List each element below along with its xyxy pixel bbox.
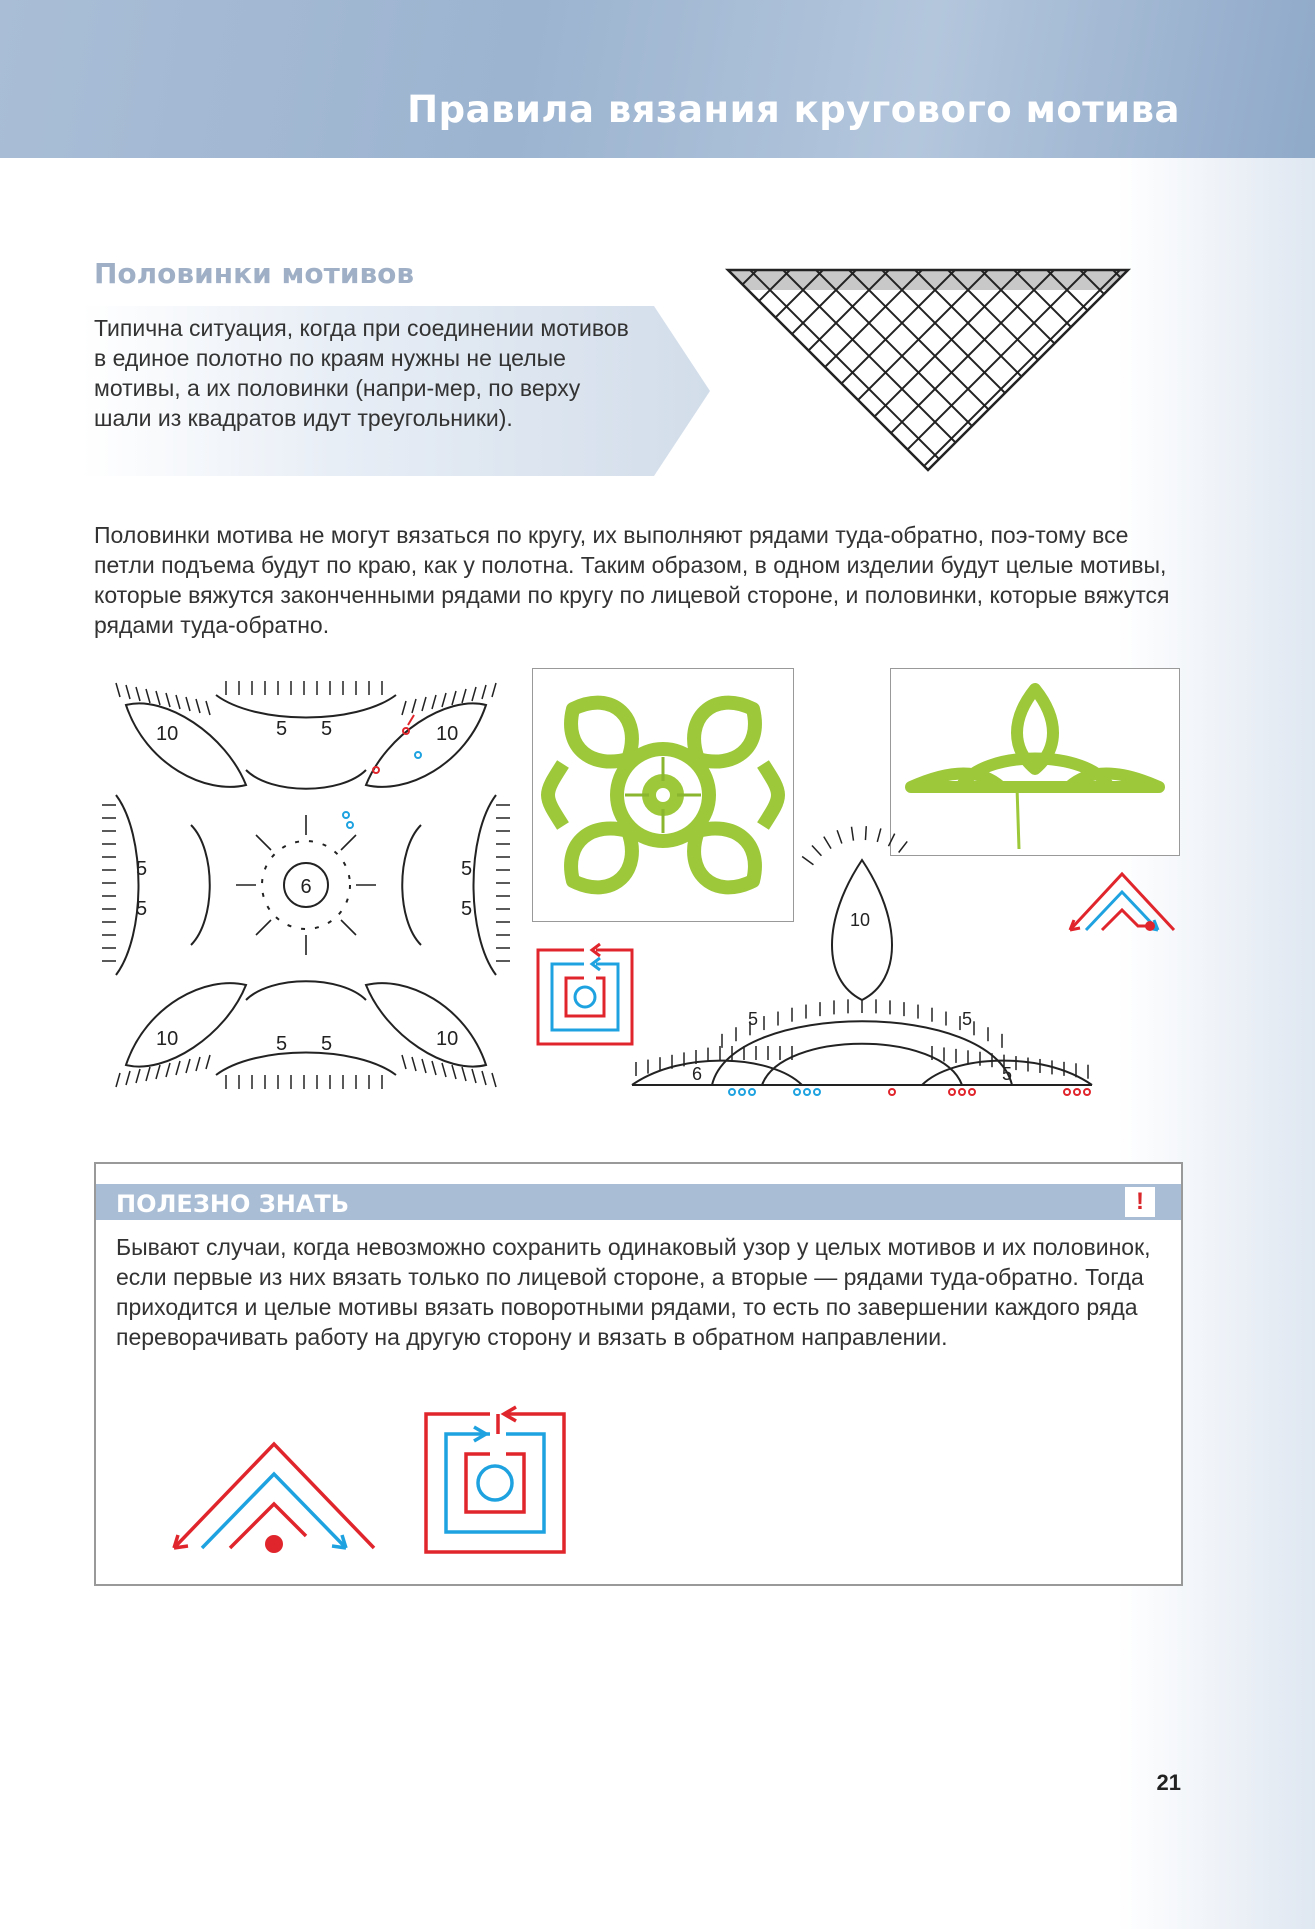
tip-title: ПОЛЕЗНО ЗНАТЬ [116,1190,350,1218]
turned-rounds-square-diagram [420,1408,570,1558]
shawl-triangle-grid [726,268,1130,474]
half-motif-photo [890,668,1180,856]
motif-number-label: 5 [321,718,333,740]
page-header [0,0,1315,158]
petal-number-label: 10 [436,723,459,745]
petal-number-label: 10 [436,1028,459,1050]
motif-number-label: 5 [136,898,148,920]
page-number: 21 [1156,1770,1181,1795]
tip-text: Бывают случаи, когда невозможно сохранить одинаковый узор у целых мотивов и их половинок, если первые из них вязать только по лицевой стороне, а вторые — рядами туда-обратно. Тогда приходится и целые мотивы вязать поворотными рядами, то есть по завершении каждого ряда переворачивать работу на другую сторону и вязать в обратном направлении. [116,1234,1151,1350]
half-motif-number-label: 5 [1002,1064,1013,1084]
half-motif-number-label: 5 [748,1009,759,1029]
turned-rows-triangle-diagram [166,1436,366,1552]
body-text: Половинки мотива не могут вязаться по кругу, их выполняют рядами туда-обратно, поэ-тому все петли подъема будут по краю, как у полотна. Таким образом, в одном изделии будут целые мотивы, которые вяжутся законченными рядами по кругу по лицевой стороне, и половинки, которые вяжутся рядами туда-обратно. [94,522,1170,638]
center-ring-label: 6 [300,876,312,898]
page-title: Правила вязания кругового мотива [407,88,1180,131]
half-motif-number-label: 6 [692,1064,703,1084]
motif-number-label: 5 [321,1033,333,1055]
intro-text: Типична ситуация, когда при соединении мотивов в единое полотно по краям нужны не целые мотивы, а их половинки (напри-мер, по верху шали из квадратов идут треугольники). [94,315,629,431]
full-motif-crochet-diagram [96,675,516,1095]
half-motif-number-label: 5 [962,1009,973,1029]
motif-number-label: 5 [276,1033,288,1055]
exclamation-icon: ! [1125,1187,1155,1217]
petal-number-label: 10 [156,1028,179,1050]
half-motif-number-label: 10 [850,910,871,930]
petal-number-label: 10 [156,723,179,745]
round-direction-diagram [534,946,636,1048]
tip-box [94,1162,1183,1586]
half-motif-crochet-diagram [622,840,1102,1100]
motif-number-label: 5 [461,898,473,920]
motif-number-label: 5 [136,858,148,880]
section-title: Половинки мотивов [94,257,415,290]
tip-header [96,1184,1181,1220]
motif-number-label: 5 [461,858,473,880]
motif-number-label: 5 [276,718,288,740]
